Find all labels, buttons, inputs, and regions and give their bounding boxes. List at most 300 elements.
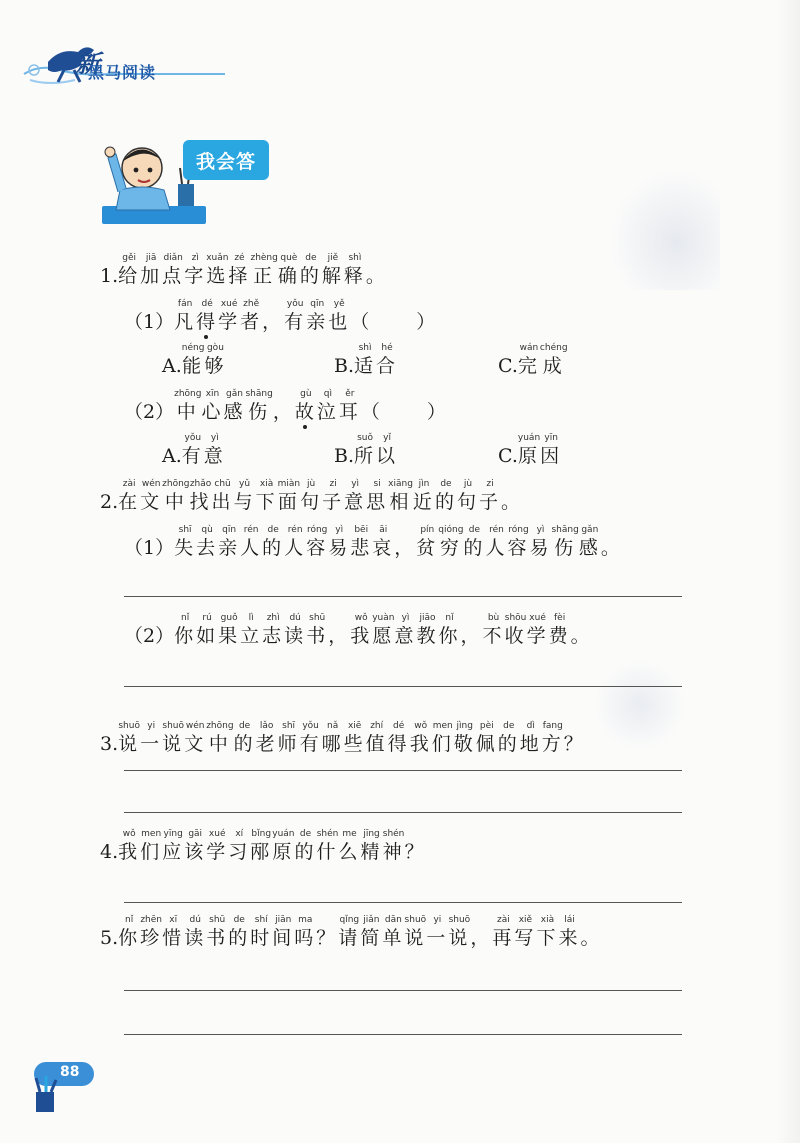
- pinyin: dé: [201, 299, 213, 309]
- hanzi: 的: [294, 841, 317, 863]
- item-label: （2）: [124, 625, 175, 647]
- pinyin: fang: [542, 721, 563, 731]
- hanzi: 。: [570, 625, 593, 647]
- pinyin: jiān: [275, 915, 292, 925]
- ruby-char: [256, 478, 278, 514]
- pinyin: qǐng: [339, 915, 360, 925]
- ruby-char: [498, 720, 520, 756]
- pinyin: xiē: [347, 721, 362, 731]
- hanzi: 时: [250, 927, 273, 949]
- ruby-char: [461, 612, 483, 648]
- ruby-char: [223, 388, 245, 424]
- hanzi: 老: [255, 733, 278, 755]
- hanzi: 伤: [248, 401, 271, 423]
- hanzi: 的: [228, 927, 251, 949]
- hanzi: 教: [416, 625, 439, 647]
- hanzi: 容: [507, 537, 530, 559]
- ruby-char: [240, 612, 262, 648]
- ruby-char: [140, 914, 162, 950]
- pinyin: pín: [420, 525, 435, 535]
- ruby-char: [454, 720, 476, 756]
- pinyin: yì: [536, 525, 545, 535]
- hanzi: 应: [162, 841, 185, 863]
- ruby-char: [376, 342, 398, 378]
- pinyin: dú: [289, 613, 301, 623]
- hanzi: 方: [541, 733, 564, 755]
- ruby-char: [295, 828, 317, 864]
- hanzi: 在: [118, 491, 141, 513]
- ruby-char: [284, 612, 306, 648]
- ruby-char: [350, 298, 438, 334]
- pinyin: gǎn: [226, 389, 243, 399]
- ruby-char: [410, 720, 432, 756]
- item-label: 2.: [100, 491, 119, 513]
- hanzi: 意: [394, 625, 417, 647]
- pinyin: zhì: [266, 613, 280, 623]
- hanzi: 如: [196, 625, 219, 647]
- ruby-char: [118, 914, 140, 950]
- item-label: C.: [498, 445, 518, 467]
- pinyin: qù: [201, 525, 213, 535]
- pinyin: de: [299, 829, 312, 839]
- ruby-char: [316, 914, 338, 950]
- hanzi: 句: [300, 491, 323, 513]
- hanzi: 精: [360, 841, 383, 863]
- option-3: [498, 432, 562, 468]
- hanzi: 单: [382, 927, 405, 949]
- pinyin: men: [141, 829, 162, 839]
- hanzi: 说: [118, 733, 141, 755]
- pinyin: āi: [379, 525, 388, 535]
- bleed-through-mark: [610, 170, 720, 290]
- hanzi: 释: [343, 265, 366, 287]
- pinyin: zi: [486, 479, 494, 489]
- pinyin: gǎn: [581, 525, 599, 535]
- pinyin: gāi: [188, 829, 203, 839]
- pinyin: hé: [381, 343, 393, 353]
- hanzi: 下: [536, 927, 559, 949]
- hanzi: 。: [500, 491, 523, 513]
- pinyin: yě: [333, 299, 345, 309]
- ruby-char: [448, 914, 470, 950]
- ruby-char: [182, 342, 205, 378]
- ruby-char: [306, 612, 328, 648]
- hanzi: 们: [140, 841, 163, 863]
- item-label: （1）: [124, 311, 175, 333]
- hanzi: 句: [456, 491, 479, 513]
- ruby-char: [514, 914, 536, 950]
- hanzi: ，: [272, 401, 295, 423]
- hanzi: 值: [365, 733, 388, 755]
- ruby-char: [376, 432, 398, 468]
- ruby-char: [240, 524, 262, 560]
- ruby-char: [234, 478, 256, 514]
- ruby-char: [206, 720, 233, 756]
- hanzi: 珍: [140, 927, 163, 949]
- ruby-char: [162, 720, 184, 756]
- answer-line[interactable]: [124, 1034, 682, 1035]
- pinyin: xiě: [518, 915, 533, 925]
- pinyin: miàn: [277, 479, 301, 489]
- question-4: [100, 828, 427, 864]
- ruby-char: [540, 432, 562, 468]
- ruby-char: [206, 914, 228, 950]
- ruby-char: [306, 524, 328, 560]
- pinyin: bù: [487, 613, 500, 623]
- hanzi: 完: [517, 355, 540, 377]
- pinyin: shī: [282, 721, 296, 731]
- hanzi: 。: [365, 265, 388, 287]
- hanzi: 佩: [475, 733, 498, 755]
- pencil-cup-icon: [32, 1074, 62, 1114]
- hanzi: 所: [354, 445, 377, 467]
- hanzi: 。: [600, 537, 623, 559]
- pinyin: jiǎn: [363, 915, 380, 925]
- ruby-char: [361, 828, 383, 864]
- hanzi: 穷: [439, 537, 462, 559]
- ruby-char: [405, 828, 427, 864]
- hanzi: 易: [529, 537, 552, 559]
- hanzi: 的: [233, 733, 256, 755]
- hanzi: （ ）: [350, 311, 439, 333]
- pinyin: róng: [508, 525, 529, 535]
- hanzi: 点: [162, 265, 185, 287]
- hanzi: 选: [206, 265, 229, 287]
- option-1: [162, 432, 226, 468]
- question-1: [100, 252, 388, 288]
- ruby-char: [439, 612, 461, 648]
- ruby-char: [228, 828, 250, 864]
- question-3: [100, 720, 586, 756]
- ruby-char: [485, 524, 507, 560]
- ruby-char: [245, 388, 272, 424]
- ruby-char: [328, 612, 350, 648]
- ruby-char: [140, 828, 162, 864]
- hanzi: 立: [240, 625, 263, 647]
- hanzi: 习: [228, 841, 251, 863]
- hanzi: 面: [277, 491, 300, 513]
- hanzi: 什: [316, 841, 339, 863]
- hanzi: 伤: [554, 537, 577, 559]
- pinyin: wán: [519, 343, 539, 353]
- hanzi: 书: [306, 625, 329, 647]
- hanzi: 相: [389, 491, 412, 513]
- hanzi: 收: [504, 625, 527, 647]
- pinyin: shuō: [404, 915, 427, 925]
- ruby-char: [206, 828, 228, 864]
- hanzi: 师: [277, 733, 300, 755]
- ruby-char: [339, 828, 361, 864]
- pinyin: yi: [433, 915, 442, 925]
- hanzi: 吗: [294, 927, 317, 949]
- ruby-char: [328, 298, 350, 334]
- option-3: [498, 342, 568, 378]
- ruby-char: [278, 252, 300, 288]
- pinyin: qióng: [438, 525, 464, 535]
- hanzi: 们: [431, 733, 454, 755]
- ruby-char: [344, 252, 366, 288]
- pinyin: diǎn: [163, 253, 183, 263]
- ruby-char: [317, 828, 339, 864]
- ruby-char: [579, 524, 601, 560]
- ruby-char: [366, 252, 388, 288]
- pinyin: shāng: [551, 525, 579, 535]
- hanzi: 的: [262, 537, 285, 559]
- answer-line[interactable]: [124, 812, 682, 813]
- pinyin: yuán: [272, 829, 295, 839]
- pinyin: dān: [384, 915, 402, 925]
- hanzi: 你: [438, 625, 461, 647]
- hanzi: 有: [181, 445, 204, 467]
- ruby-char: [354, 342, 376, 378]
- pinyin: de: [233, 915, 245, 925]
- ruby-char: [339, 388, 361, 424]
- hanzi: ？: [316, 927, 339, 949]
- hanzi: 书: [206, 927, 229, 949]
- ruby-char: [250, 914, 272, 950]
- ruby-char: [361, 388, 449, 424]
- hanzi: 得: [387, 733, 410, 755]
- hanzi: 子: [478, 491, 501, 513]
- hanzi: 说: [448, 927, 471, 949]
- ruby-char: [322, 478, 344, 514]
- ruby-char: [416, 524, 438, 560]
- ruby-char: [284, 524, 306, 560]
- pinyin: yi: [147, 721, 156, 731]
- pinyin: zhí: [370, 721, 384, 731]
- ruby-char: [140, 252, 162, 288]
- ruby-char: [344, 478, 366, 514]
- hanzi: 神: [382, 841, 405, 863]
- ruby-char: [228, 914, 250, 950]
- pinyin: ma: [298, 915, 313, 925]
- ruby-char: [388, 478, 413, 514]
- ruby-char: [344, 720, 366, 756]
- pinyin: xué: [220, 299, 238, 309]
- option-1: [162, 342, 226, 378]
- ruby-char: [492, 914, 514, 950]
- hanzi: 学: [526, 625, 549, 647]
- hanzi: 中: [176, 401, 199, 423]
- hanzi: ？: [563, 733, 586, 755]
- ruby-char: [262, 612, 284, 648]
- ruby-char: [483, 612, 505, 648]
- pinyin: pèi: [479, 721, 494, 731]
- pinyin: dú: [189, 915, 201, 925]
- ruby-char: [580, 914, 602, 950]
- ruby-char: [118, 478, 140, 514]
- hanzi: 简: [360, 927, 383, 949]
- pinyin: wén: [185, 721, 205, 731]
- hanzi: ，: [470, 927, 493, 949]
- pinyin: xià: [259, 479, 274, 489]
- pinyin: de: [267, 525, 279, 535]
- ruby-char: [300, 252, 322, 288]
- hanzi: 果: [218, 625, 241, 647]
- ruby-char: [184, 720, 206, 756]
- hanzi: ，: [262, 311, 285, 333]
- ruby-char: [174, 298, 196, 334]
- ruby-char: [204, 432, 226, 468]
- pinyin: yǔ: [239, 479, 251, 489]
- pinyin: chéng: [539, 343, 568, 353]
- pinyin: wǒ: [354, 613, 368, 623]
- pinyin: yǒu: [286, 299, 304, 309]
- hanzi: 说: [404, 927, 427, 949]
- hanzi: 的: [463, 537, 486, 559]
- marked-char: 得: [196, 311, 219, 333]
- pinyin: wǒ: [122, 829, 136, 839]
- ruby-char: [404, 914, 426, 950]
- item-label: （1）: [124, 537, 175, 559]
- hanzi: 感: [223, 401, 246, 423]
- pinyin: yīn: [544, 433, 558, 443]
- question-2-sub-2: [124, 612, 593, 648]
- pinyin: fèi: [553, 613, 566, 623]
- ruby-char: [295, 388, 317, 424]
- hanzi: 合: [376, 355, 399, 377]
- ruby-char: [272, 828, 294, 864]
- hanzi: 说: [162, 733, 185, 755]
- ruby-char: [190, 478, 212, 514]
- ruby-char: [300, 478, 322, 514]
- pinyin: jiā: [145, 253, 157, 263]
- ruby-char: [273, 388, 295, 424]
- ruby-char: [322, 720, 344, 756]
- pinyin: jiāo: [419, 613, 436, 623]
- pinyin: men: [432, 721, 453, 731]
- ruby-char: [457, 478, 479, 514]
- answer-line[interactable]: [124, 770, 682, 771]
- hanzi: （ ）: [360, 401, 449, 423]
- hanzi: 意: [203, 445, 226, 467]
- hanzi: 凡: [174, 311, 197, 333]
- pinyin: zhōng: [206, 721, 234, 731]
- hanzi: 亲: [306, 311, 329, 333]
- hanzi: ，: [394, 537, 417, 559]
- pinyin: shū: [209, 915, 226, 925]
- answer-line[interactable]: [124, 990, 682, 991]
- ruby-char: [518, 342, 540, 378]
- hanzi: 我: [350, 625, 373, 647]
- pinyin: jīng: [363, 829, 380, 839]
- ruby-char: [201, 388, 223, 424]
- pinyin: wén: [141, 479, 161, 489]
- question-1-sub-2: [124, 388, 449, 424]
- hanzi: 惜: [162, 927, 185, 949]
- ruby-char: [360, 914, 382, 950]
- pinyin: gù: [300, 389, 312, 399]
- pinyin: shuō: [448, 915, 471, 925]
- hanzi: 能: [182, 355, 205, 377]
- item-label: 5.: [100, 927, 119, 949]
- pinyin: róng: [306, 525, 328, 535]
- hanzi: ，: [460, 625, 483, 647]
- ruby-char: [432, 720, 454, 756]
- ruby-char: [529, 524, 551, 560]
- answer-line[interactable]: [124, 686, 682, 687]
- pinyin: xīn: [205, 389, 220, 399]
- pinyin: zì: [191, 253, 199, 263]
- option-2: [334, 432, 398, 468]
- ruby-char: [350, 612, 372, 648]
- item-label: 4.: [100, 841, 119, 863]
- hanzi: 原: [272, 841, 295, 863]
- pinyin: zhǎo: [189, 479, 212, 489]
- hanzi: 成: [542, 355, 565, 377]
- option-2: [334, 342, 398, 378]
- ruby-char: [204, 342, 226, 378]
- pinyin: yǐ: [383, 433, 391, 443]
- ruby-char: [174, 612, 196, 648]
- answer-line[interactable]: [124, 596, 682, 597]
- ruby-char: [196, 612, 218, 648]
- hanzi: 有: [284, 311, 307, 333]
- pinyin: shuō: [162, 721, 184, 731]
- ruby-char: [162, 914, 184, 950]
- hanzi: 敬: [453, 733, 476, 755]
- pinyin: de: [305, 253, 317, 263]
- hanzi: 一: [140, 733, 163, 755]
- ruby-char: [372, 612, 394, 648]
- pinyin: zhě: [243, 299, 260, 309]
- item-label: B.: [334, 445, 355, 467]
- hanzi: 者: [240, 311, 263, 333]
- hanzi: 近: [412, 491, 435, 513]
- item-label: C.: [498, 355, 518, 377]
- ruby-char: [306, 298, 328, 334]
- pinyin: shí: [254, 915, 268, 925]
- pinyin: gěi: [122, 253, 137, 263]
- hanzi: 一: [426, 927, 449, 949]
- hanzi: 么: [338, 841, 361, 863]
- ruby-char: [174, 388, 201, 424]
- pinyin: shén: [382, 829, 405, 839]
- hanzi: 邴: [250, 841, 273, 863]
- ruby-char: [426, 914, 448, 950]
- hanzi: 读: [284, 625, 307, 647]
- item-label: 3.: [100, 733, 119, 755]
- pinyin: qīn: [222, 525, 237, 535]
- pinyin: yǒu: [302, 721, 319, 731]
- ruby-char: [140, 720, 162, 756]
- hanzi: 写: [514, 927, 537, 949]
- pinyin: xī: [169, 915, 178, 925]
- hanzi: 正: [253, 265, 276, 287]
- hanzi: 适: [354, 355, 377, 377]
- question-2-sub-1: [124, 524, 623, 560]
- ruby-char: [218, 524, 240, 560]
- ruby-char: [601, 524, 623, 560]
- ruby-char: [372, 524, 394, 560]
- pinyin: zé: [234, 253, 245, 263]
- pinyin: jù: [306, 479, 316, 489]
- hanzi: 愿: [372, 625, 395, 647]
- pinyin: xiāng: [388, 479, 413, 489]
- pinyin: guǒ: [220, 613, 238, 623]
- hanzi: 文: [184, 733, 207, 755]
- answer-line[interactable]: [124, 902, 682, 903]
- pinyin: rén: [287, 525, 303, 535]
- pinyin: nǎ: [327, 721, 339, 731]
- hanzi: 解: [321, 265, 344, 287]
- pinyin: bēi: [354, 525, 369, 535]
- pinyin: rén: [489, 525, 504, 535]
- ruby-char: [435, 478, 457, 514]
- pinyin: yǒu: [184, 433, 202, 443]
- ruby-char: [350, 524, 372, 560]
- pinyin: ěr: [345, 389, 355, 399]
